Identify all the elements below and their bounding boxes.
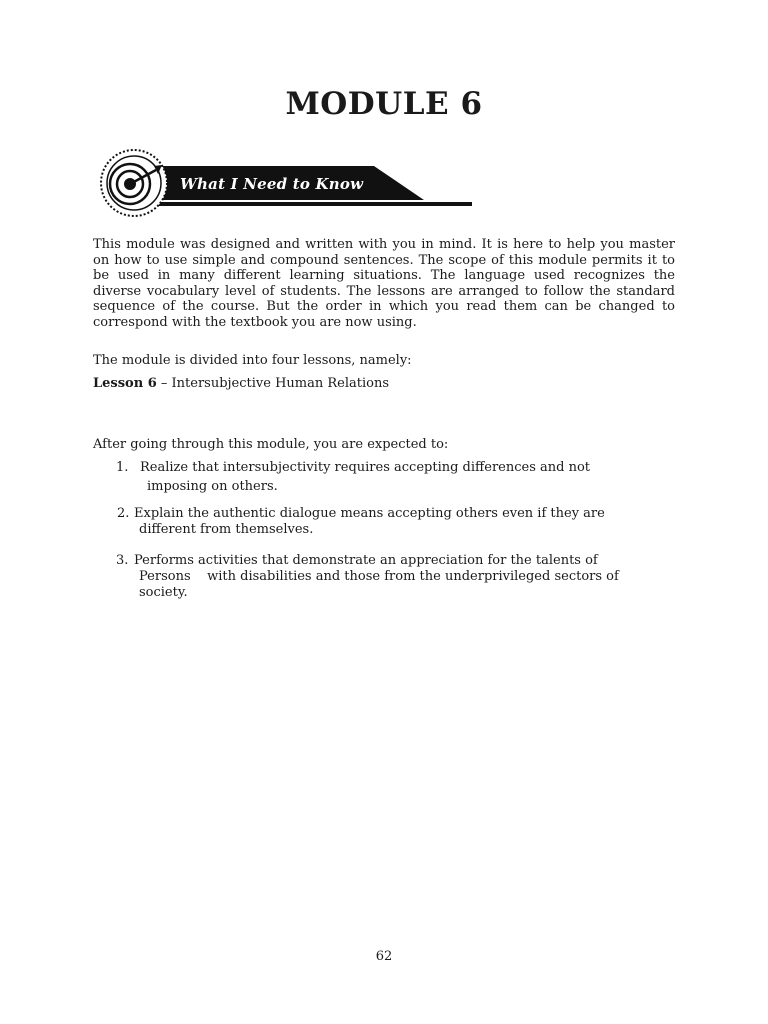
intro-paragraph: This module was designed and written with you in mind. It is here to help you master on how to use simple and compound sentences. The scope of this module permits it to be used in many different learning situations. The language used recognizes the diverse vocabulary level of students. The lessons are arranged to follow the standard sequence of the course. But the order in which you read them can be changed to correspond with the textbook you are now using. <box>93 237 675 330</box>
lesson-line <box>93 376 389 391</box>
page-number: 62 <box>375 949 393 964</box>
banner-label: What I Need to Know <box>180 175 364 193</box>
module-title: MODULE 6 <box>285 86 483 122</box>
objective-3-line1: Performs activities that demonstrate an appreciation for the talents of <box>134 553 598 568</box>
lesson-label: Lesson 6 <box>93 376 157 391</box>
expected-intro: After going through this module, you are expected to: <box>93 437 449 452</box>
objective-1-line1: Realize that intersubjectivity requires accepting differences and not <box>140 460 591 475</box>
objective-2-line2: different from themselves. <box>139 522 314 537</box>
target-icon <box>101 150 167 216</box>
objective-1-number: 1. <box>116 460 129 475</box>
objective-2-line1: Explain the authentic dialogue means accepting others even if they are <box>134 506 605 521</box>
objective-1-line2: imposing on others. <box>147 479 278 494</box>
objective-3-line2: Persons with disabilities and those from the underprivileged sectors of <box>139 569 619 584</box>
division-text: The module is divided into four lessons, namely: <box>93 353 412 368</box>
objective-3-line3: society. <box>139 585 188 600</box>
objective-3-number: 3. <box>116 553 129 568</box>
objective-2-number: 2. <box>117 506 130 521</box>
lesson-title: – Intersubjective Human Relations <box>156 376 390 391</box>
